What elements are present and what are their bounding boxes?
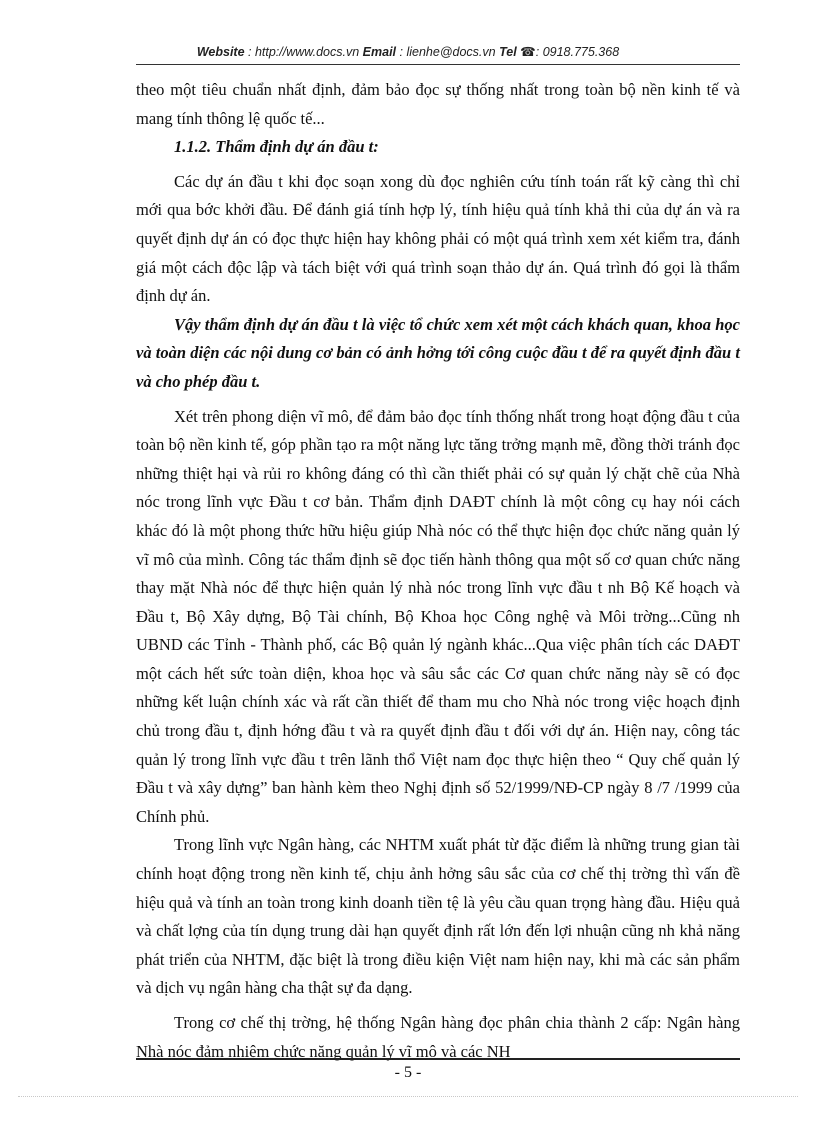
email-address: : lienhe@docs.vn xyxy=(399,45,496,59)
document-body xyxy=(136,76,740,1066)
paragraph-continuation: theo một tiêu chuẩn nhất định, đảm bảo đọc sự thống nhất trong toàn bộ nền kinh tế và mang tính thông lệ quốc tế... xyxy=(136,80,740,128)
paragraph: Xét trên phong diện vĩ mô, để đảm bảo đọc tính thống nhất trong hoạt động đầu t của toàn bộ nền kinh tế, góp phần tạo ra một năng lực tăng trởng mạnh mẽ, đồng thời tránh đọc những thiệt hại và rủi ro không đáng có thì cần thiết phải có sự quản lý chặt chẽ của Nhà nóc trong lĩnh vực Đầu t cơ bản. Thẩm định DAĐT chính là một công cụ hay nói cách khác đó là một phong thức hữu hiệu giúp Nhà nóc có thể thực hiện đọc chức năng quản lý vĩ mô của mình. Công tác thẩm định sẽ đọc tiến hành thông qua một số cơ quan chức năng thay mặt Nhà nóc để thực hiện quản lý nhà nóc trong lĩnh vực đầu t nh Bộ Kế hoạch và Đầu t, Bộ Xây dựng, Bộ Tài chính, Bộ Khoa học Công nghệ và Môi trờng...Cũng nh UBND các Tỉnh - Thành phố, các Bộ quản lý ngành khác...Qua việc phân tích các DAĐT một cách hết sức toàn diện, khoa học và sâu sắc các Cơ quan chức năng này sẽ có đọc những kết luận chính xác và rất cần thiết để tham mu cho Nhà nóc trong việc hoạch định chủ trong đầu t, định hớng đầu t và ra quyết định đầu t đối với dự án. Hiện nay, công tác quản lý trong lĩnh vực đầu t trên lãnh thổ Việt nam đọc thực hiện theo “ Quy chế quản lý Đầu t và xây dựng” ban hành kèm theo Nghị định số 52/1999/NĐ-CP ngày 8 /7 /1999 của Chính phủ. xyxy=(136,406,740,826)
definition-paragraph: Vậy thẩm định dự án đầu t là việc tổ chức xem xét một cách khách quan, khoa học và toàn diện các nội dung cơ bản có ảnh hởng tới công cuộc đầu t để ra quyết định đầu t và cho phép đầu t. xyxy=(136,314,740,391)
email-label: Email xyxy=(362,45,397,59)
page-number: - 5 - xyxy=(394,1064,422,1081)
footer-divider xyxy=(136,1058,740,1060)
page-edge-dotted-line xyxy=(18,1096,798,1097)
header-divider xyxy=(136,64,740,65)
website-label: Website xyxy=(196,45,245,59)
paragraph: Trong cơ chế thị trờng, hệ thống Ngân hàng đọc phân chia thành 2 cấp: Ngân hàng Nhà nóc đảm nhiệm chức năng quản lý vĩ mô và các NH xyxy=(136,1013,740,1061)
website-url: : http://www.docs.vn xyxy=(248,45,360,59)
tel-number: ☎: 0918.775.368 xyxy=(520,45,620,59)
paragraph: Trong lĩnh vực Ngân hàng, các NHTM xuất phát từ đặc điểm là những trung gian tài chính hoạt động trong nền kinh tế, chịu ảnh hởng sâu sắc của cơ chế thị trờng thì vấn đề hiệu quả và tính an toàn trong kinh doanh tiền tệ là yêu cầu quan trọng hàng đầu. Hiệu quả và chất lợng của tín dụng trung dài hạn quyết định rất lớn đến lợi nhuận cũng nh khả năng phát triển của NHTM, đặc biệt là trong điều kiện Việt nam hiện nay, khi mà các sản phẩm và dịch vụ ngân hàng cha thật sự đa dạng. xyxy=(136,835,740,998)
page-header xyxy=(0,44,816,59)
section-heading: 1.1.2. Thẩm định dự án đầu t: xyxy=(174,137,379,157)
tel-label: Tel xyxy=(499,45,517,59)
paragraph: Các dự án đầu t khi đọc soạn xong dù đọc nghiên cứu tính toán rất kỹ càng thì chỉ mới qua bớc khởi đầu. Để đánh giá tính hợp lý, tính hiệu quả tính khả thi của dự án và ra quyết định dự án có đọc thực hiện hay không phải có một quá trình xem xét kiểm tra, đánh giá một cách độc lập và tách biệt với quá trình soạn thảo dự án. Quá trình đó gọi là thẩm định dự án. xyxy=(136,171,740,306)
